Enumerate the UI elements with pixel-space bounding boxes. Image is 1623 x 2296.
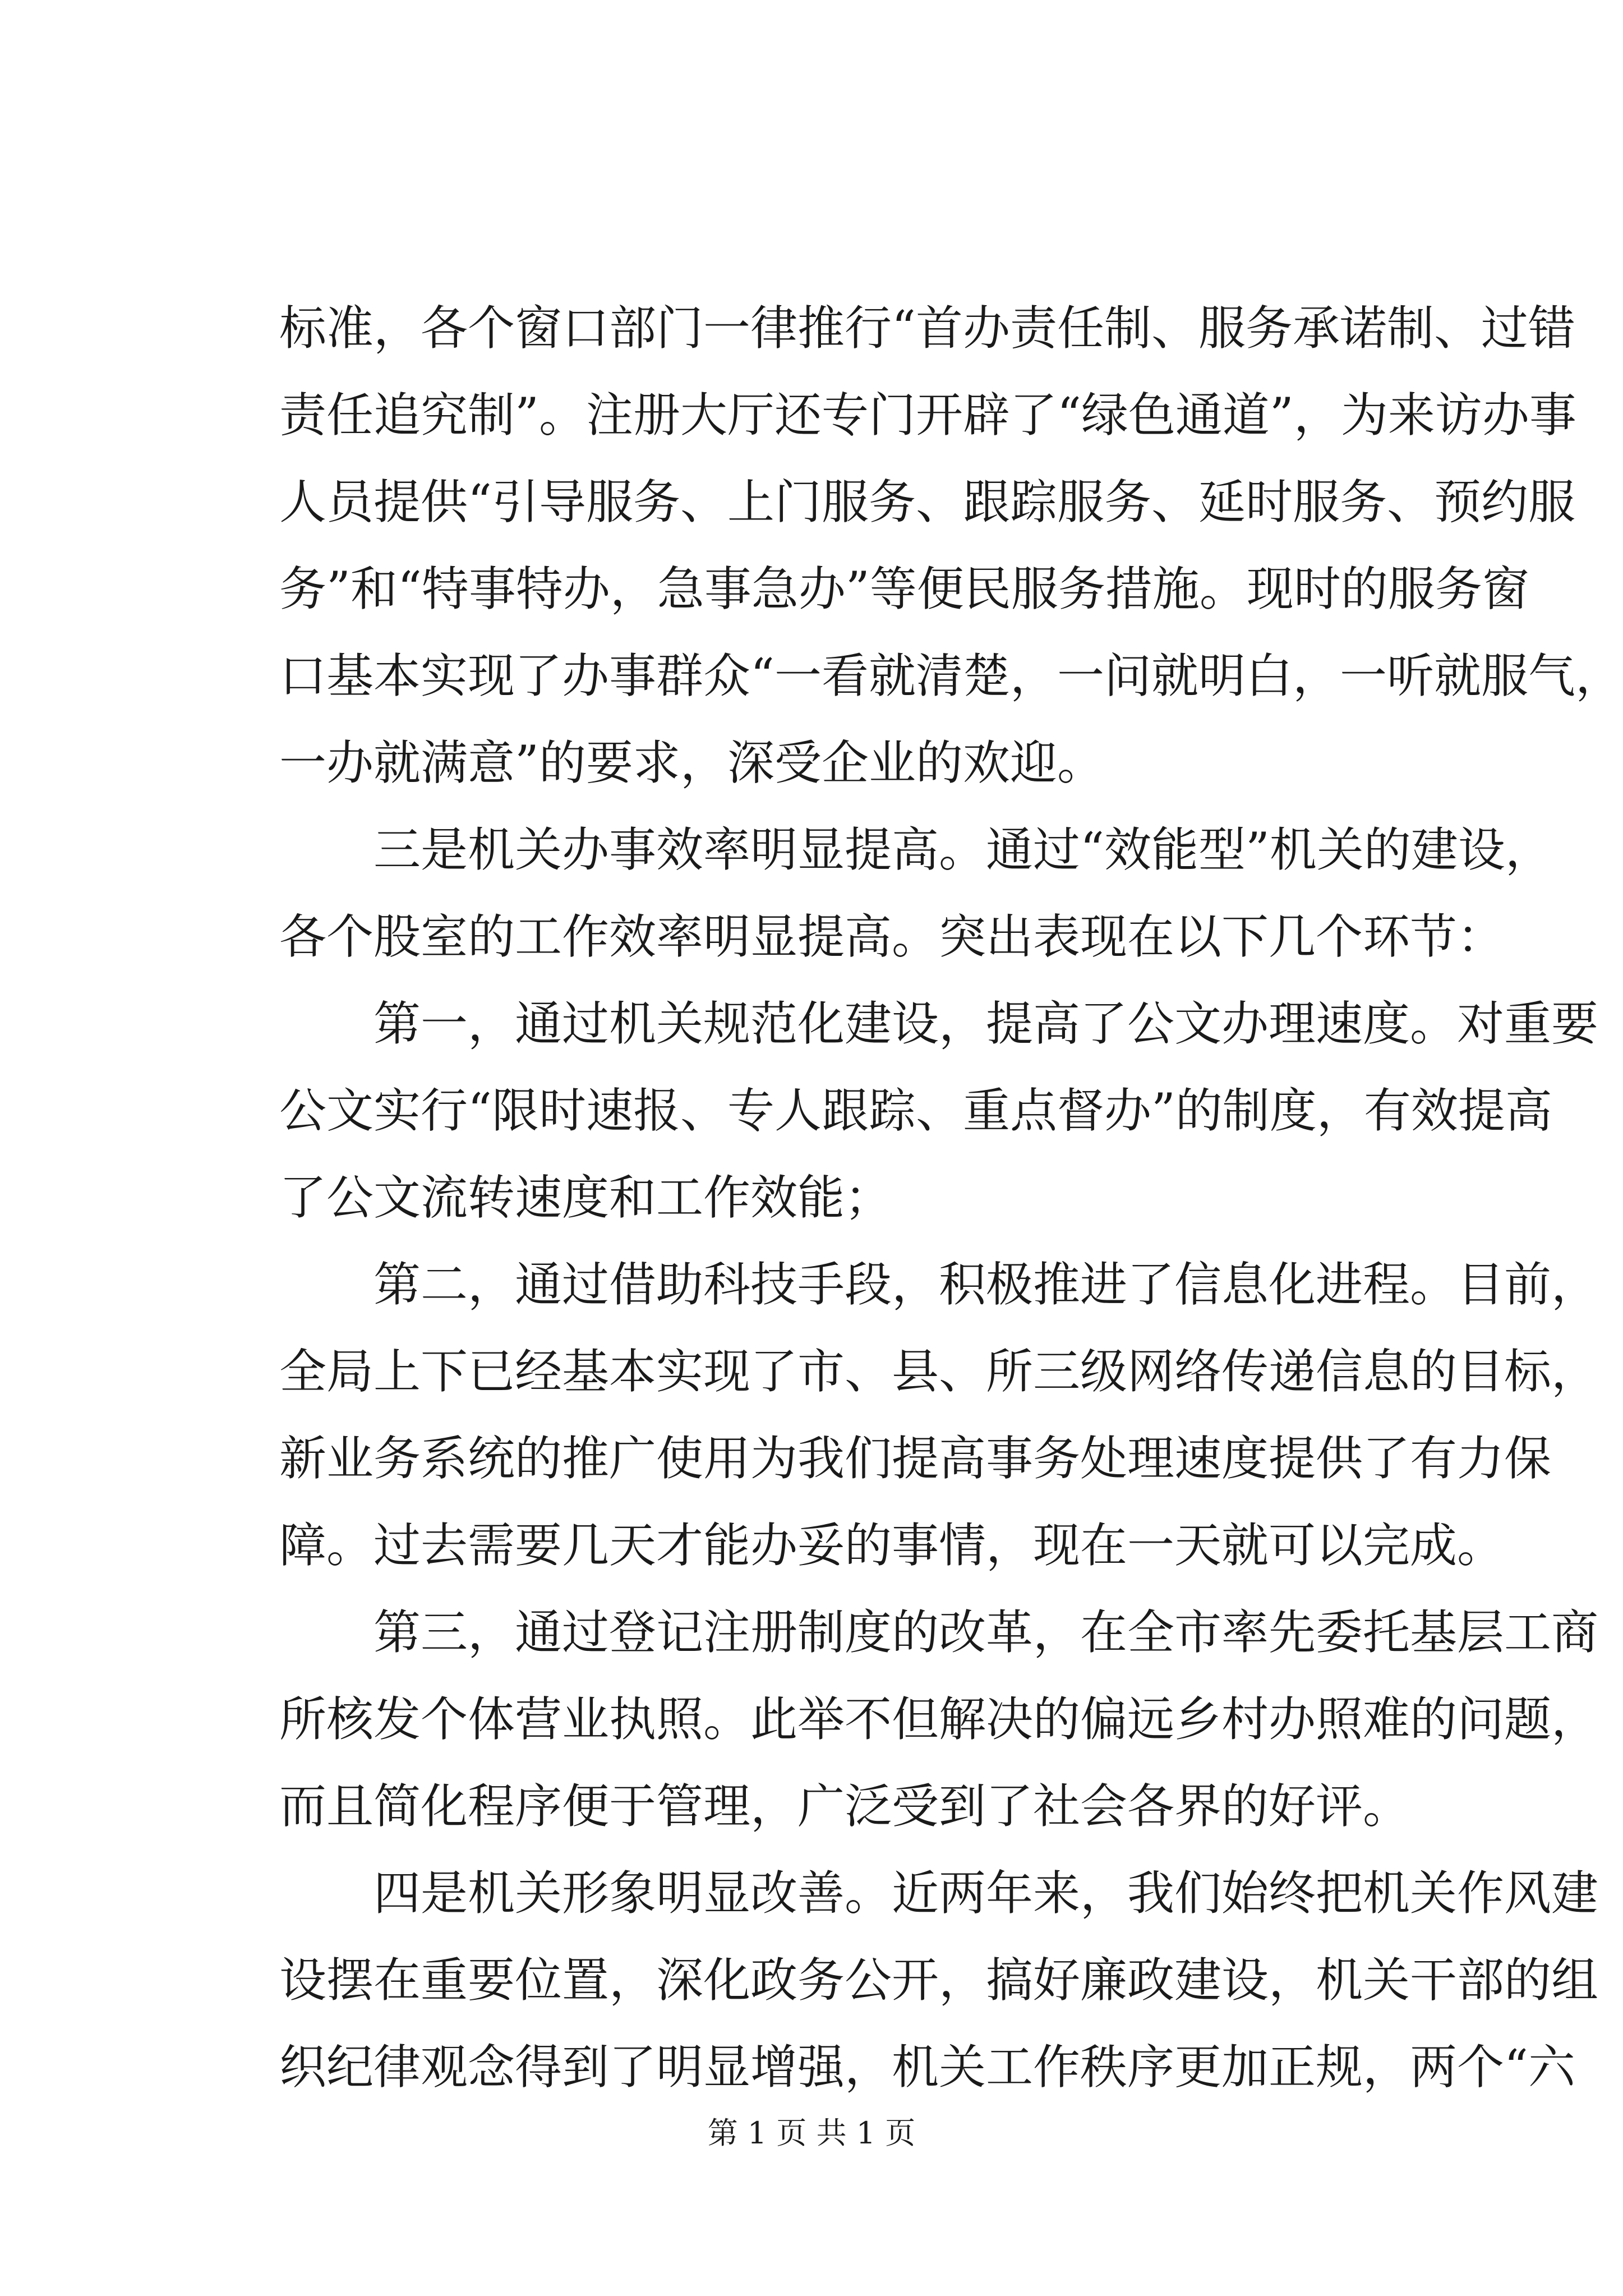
text-line: 口基本实现了办事群众“一看就清楚，一问就明白，一听就服气， [279, 648, 1622, 703]
text-line: 第三，通过登记注册制度的改革，在全市率先委托基层工商 [279, 1605, 1599, 1660]
text-line: 四是机关形象明显改善。近两年来，我们始终把机关作风建 [279, 1866, 1599, 1921]
text-line: 所核发个体营业执照。此举不但解决的偏远乡村办照难的问题， [279, 1692, 1599, 1747]
text-line: 一办就满意”的要求，深受企业的欢迎。 [279, 735, 1104, 790]
text-line: 责任追究制”。注册大厅还专门开辟了“绿色通道”，为来访办事 [279, 388, 1576, 443]
text-line: 人员提供“引导服务、上门服务、跟踪服务、延时服务、预约服 [279, 475, 1575, 530]
text-line: 三是机关办事效率明显提高。通过“效能型”机关的建设， [279, 822, 1552, 877]
text-line: 全局上下已经基本实现了市、县、所三级网络传递信息的目标， [279, 1344, 1599, 1399]
page-number-footer: 第 1 页 共 1 页 [707, 2115, 916, 2151]
text-line: 新业务系统的推广使用为我们提高事务处理速度提供了有力保 [279, 1431, 1552, 1486]
text-line: 务”和“特事特办，急事急办”等便民服务措施。现时的服务窗 [279, 562, 1529, 616]
text-line: 而且简化程序便于管理，广泛受到了社会各界的好评。 [279, 1779, 1410, 1834]
text-line: 第二，通过借助科技手段，积极推进了信息化进程。目前， [279, 1257, 1599, 1312]
text-line: 公文实行“限时速报、专人跟踪、重点督办”的制度，有效提高 [279, 1083, 1552, 1138]
text-line: 第一，通过机关规范化建设，提高了公文办理速度。对重要 [279, 996, 1599, 1051]
text-line: 障。过去需要几天才能办妥的事情，现在一天就可以完成。 [279, 1518, 1505, 1573]
text-line: 织纪律观念得到了明显增强，机关工作秩序更加正规，两个“六 [279, 2040, 1575, 2095]
text-line: 了公文流转速度和工作效能； [279, 1170, 892, 1225]
text-line: 设摆在重要位置，深化政务公开，搞好廉政建设，机关干部的组 [279, 1953, 1599, 2008]
text-line: 各个股室的工作效率明显提高。突出表现在以下几个环节： [279, 909, 1505, 964]
text-line: 标准，各个窗口部门一律推行“首办责任制、服务承诺制、过错 [279, 301, 1575, 356]
